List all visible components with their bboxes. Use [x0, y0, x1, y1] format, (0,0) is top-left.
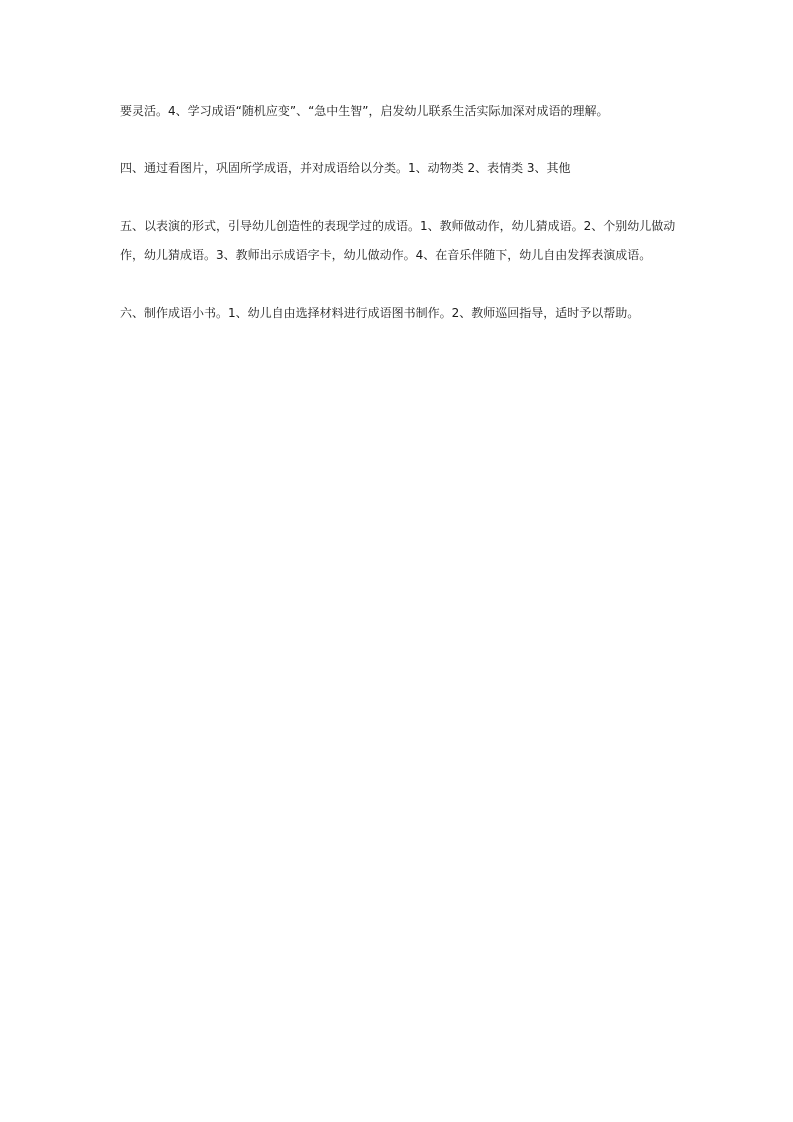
- text-line: 作，幼儿猜成语。3、教师出示成语字卡，幼儿做动作。4、在音乐伴随下，幼儿自由发挥表演成语。: [120, 248, 652, 262]
- text-line: 四、通过看图片，巩固所学成语，并对成语给以分类。1、动物类 2、表情类 3、其他: [120, 161, 571, 175]
- text-line: 要灵活。4、学习成语“随机应变”、“急中生智”，启发幼儿联系生活实际加深对成语的理解。: [120, 104, 609, 118]
- text-line: 六、制作成语小书。1、幼儿自由选择材料进行成语图书制作。2、教师巡回指导，适时予以帮助。: [120, 306, 640, 320]
- paragraph-step-6: [120, 299, 680, 328]
- paragraph-step-5: [120, 212, 680, 270]
- paragraph-step-4: [120, 154, 680, 183]
- text-line: 五、以表演的形式，引导幼儿创造性的表现学过的成语。1、教师做动作，幼儿猜成语。2、个别幼儿做动: [120, 219, 676, 233]
- paragraph-step-3-continuation: [120, 97, 680, 126]
